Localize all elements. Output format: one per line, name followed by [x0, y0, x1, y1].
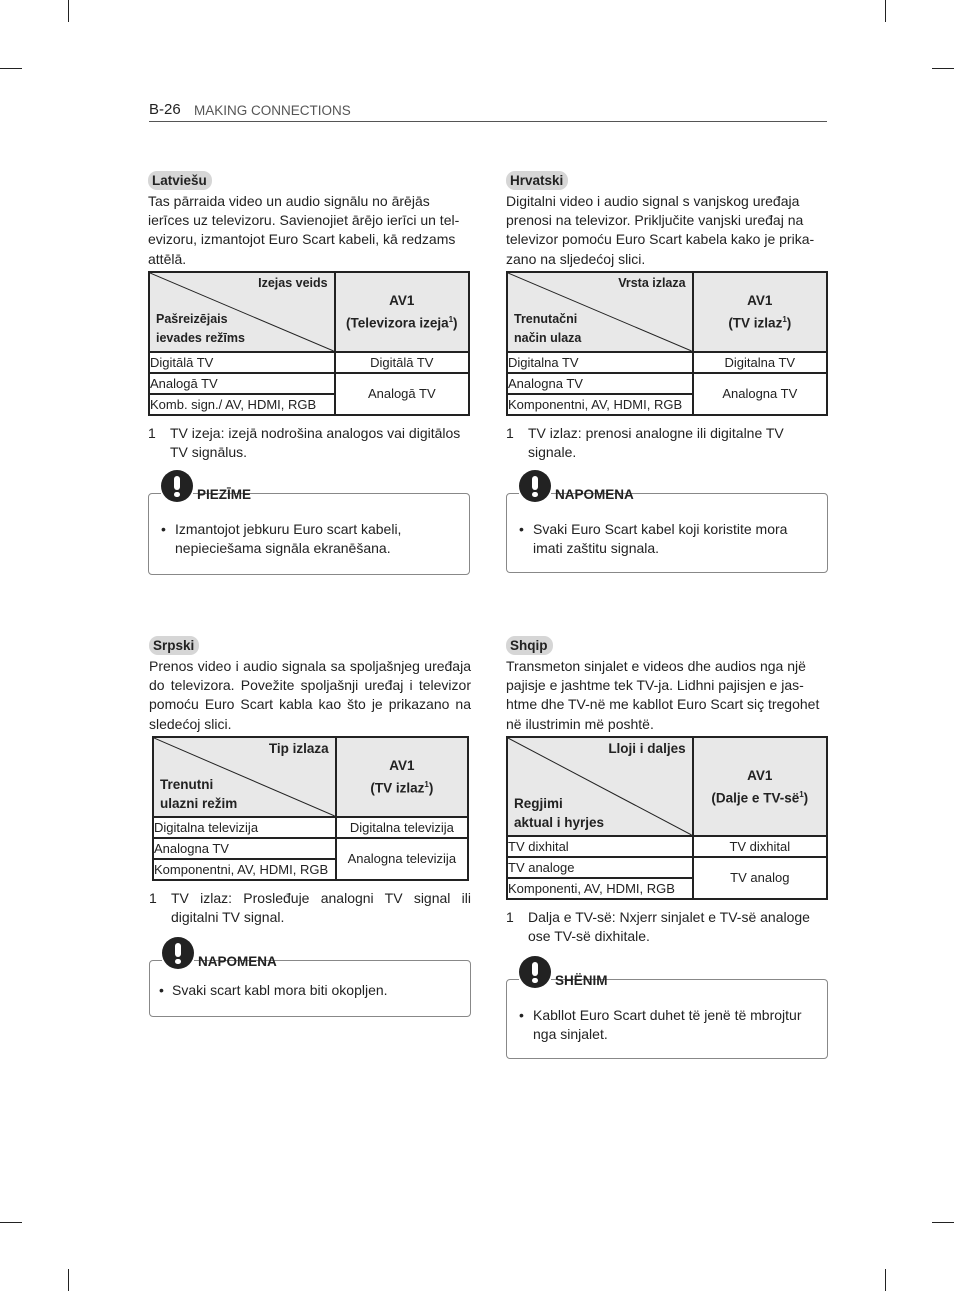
table-cell: Komponentni, AV, HDMI, RGB — [153, 859, 336, 880]
note-box — [148, 487, 470, 575]
connection-table — [152, 736, 469, 881]
table-cell: TV dixhital — [507, 836, 693, 857]
crop-mark — [68, 1269, 69, 1291]
av1-header: AV1 (TV izlaz$^1$) — [693, 272, 827, 352]
note-title: SHËNIM — [555, 973, 608, 989]
output-type-label: Vrsta izlaza — [618, 275, 686, 290]
connection-table — [148, 271, 470, 416]
input-mode-label: Pašreizējais ievades režīms — [156, 311, 245, 345]
note-text: • Kabllot Euro Scart duhet të jenë të mbrojtur nga sinjalet. — [519, 1007, 802, 1043]
output-type-label: Lloji i daljes — [608, 740, 686, 756]
table-cell: Analogā TV — [149, 373, 335, 394]
footnote: 1 TV izlaz: Prosleđuje analogni TV signal ili digitalni TV signal. — [149, 889, 471, 926]
language-badge: Shqip — [506, 636, 553, 655]
language-badge: Srpski — [149, 636, 199, 655]
av1-header: AV1 (Dalje e $TV-së^1$) — [693, 737, 827, 836]
table-diagonal-header — [149, 272, 335, 352]
table-cell: Analogna TV — [153, 838, 336, 859]
intro-text: Prenos video i audio signala sa spoljašnjeg uređaja do televizora. Povežite spoljašnji uređaj i televizor pomoću Euro Scart kabla kao što je prikazano na sledećoj slici. — [149, 658, 471, 732]
table-cell: Analogā TV — [335, 373, 469, 415]
bullet-icon: • — [519, 1007, 524, 1024]
table-cell: TV analog — [693, 857, 827, 899]
footnote: 1 TV izeja: izejā nodrošina analogos vai digitālos TV signālus. — [148, 424, 461, 461]
section-title: MAKING CONNECTIONS — [194, 103, 351, 118]
table-cell: Digitālā TV — [149, 352, 335, 373]
input-mode-label: Trenutačni način ulaza — [514, 311, 582, 345]
table-cell: Digitalna TV — [693, 352, 827, 373]
section-latviesu — [148, 171, 470, 575]
table-cell: Komponentni, AV, HDMI, RGB — [507, 394, 693, 415]
crop-mark — [932, 1222, 954, 1223]
intro-text: Digitalni video i audio signal s vanjskog uređaja prenosi na televizor. Priključite vanjski uređaj na televizor pomoću Euro Scart kabela kako je prika-zano na sljedećoj slici. — [506, 193, 815, 267]
note-title: PIEZĪME — [197, 487, 252, 503]
table-diagonal-header — [507, 737, 693, 836]
crop-mark — [0, 68, 22, 69]
note-box — [506, 973, 828, 1059]
table-cell: Digitalna televizija — [336, 817, 468, 838]
output-type-label: Tip izlaza — [268, 740, 329, 756]
note-text: • Svaki Euro Scart kabel koji koristite mora imati zaštitu signala. — [519, 521, 788, 557]
crop-mark — [932, 68, 954, 69]
table-cell: Komb. sign./ AV, HDMI, RGB — [149, 394, 335, 415]
crop-mark — [0, 1222, 22, 1223]
note-text: • Svaki scart kabl mora biti okopljen. — [150, 961, 470, 1000]
av1-header: AV1 (TV izlaz$^1$) — [336, 737, 468, 817]
connection-table — [506, 736, 828, 900]
note-box — [149, 954, 471, 1017]
connection-table — [506, 271, 828, 416]
table-cell: TV dixhital — [693, 836, 827, 857]
table-diagonal-header — [507, 272, 693, 352]
bullet-icon: • — [159, 982, 164, 999]
output-type-label: Izejas veids — [258, 275, 328, 290]
intro-text: Transmeton sinjalet e videos dhe audios nga një pajisje e jashtme tek TV-ja. Lidhni pajisjen e jas-htme dhe TV-në me kabllot Euro Scart siç tregohet në ilustrimin më poshtë. — [506, 658, 820, 732]
note-box — [506, 487, 828, 573]
table-cell: Analogna televizija — [336, 838, 468, 880]
crop-mark — [68, 0, 69, 22]
footnote: 1 Dalja e TV-së: Nxjerr sinjalet e TV-së analoge ose TV-së dixhitale. — [506, 908, 810, 945]
input-mode-label: Regjimi aktual i hyrjes — [514, 795, 605, 830]
table-cell: Komponenti, AV, HDMI, RGB — [507, 878, 693, 899]
language-badge: Hrvatski — [506, 171, 568, 190]
note-title: NAPOMENA — [198, 954, 277, 970]
bullet-icon: • — [161, 521, 166, 538]
page-header — [149, 101, 827, 122]
table-cell: Analogna TV — [693, 373, 827, 415]
note-text: • Izmantojot jebkuru Euro scart kabeli, nepieciešama signāla ekranēšana. — [161, 521, 402, 557]
language-badge: Latviešu — [148, 171, 212, 190]
crop-mark — [885, 1269, 886, 1291]
table-cell: Digitalna televizija — [153, 817, 336, 838]
table-cell: TV analoge — [507, 857, 693, 878]
note-title: NAPOMENA — [555, 487, 634, 503]
section-shqip — [506, 636, 828, 1059]
crop-mark — [885, 0, 886, 22]
table-cell: Digitalna TV — [507, 352, 693, 373]
table-diagonal-header — [153, 737, 336, 817]
page-number: B-26 — [149, 101, 181, 118]
section-srpski — [149, 636, 471, 1017]
av1-header: AV1 (Televizora izeja$^1$) — [335, 272, 469, 352]
intro-text: Tas pārraida video un audio signālu no ārējās ierīces uz televizoru. Savienojiet ārējo ierīci un tel-evizoru, izmantojot Euro Scart kabeli, kā redzams attēlā. — [148, 193, 460, 267]
input-mode-label: Trenutni ulazni režim — [160, 776, 238, 811]
table-cell: Analogna TV — [507, 373, 693, 394]
section-hrvatski — [506, 171, 828, 573]
footnote: 1 TV izlaz: prenosi analogne ili digitalne TV signale. — [506, 424, 784, 461]
bullet-icon: • — [519, 521, 524, 538]
table-cell: Digitālā TV — [335, 352, 469, 373]
